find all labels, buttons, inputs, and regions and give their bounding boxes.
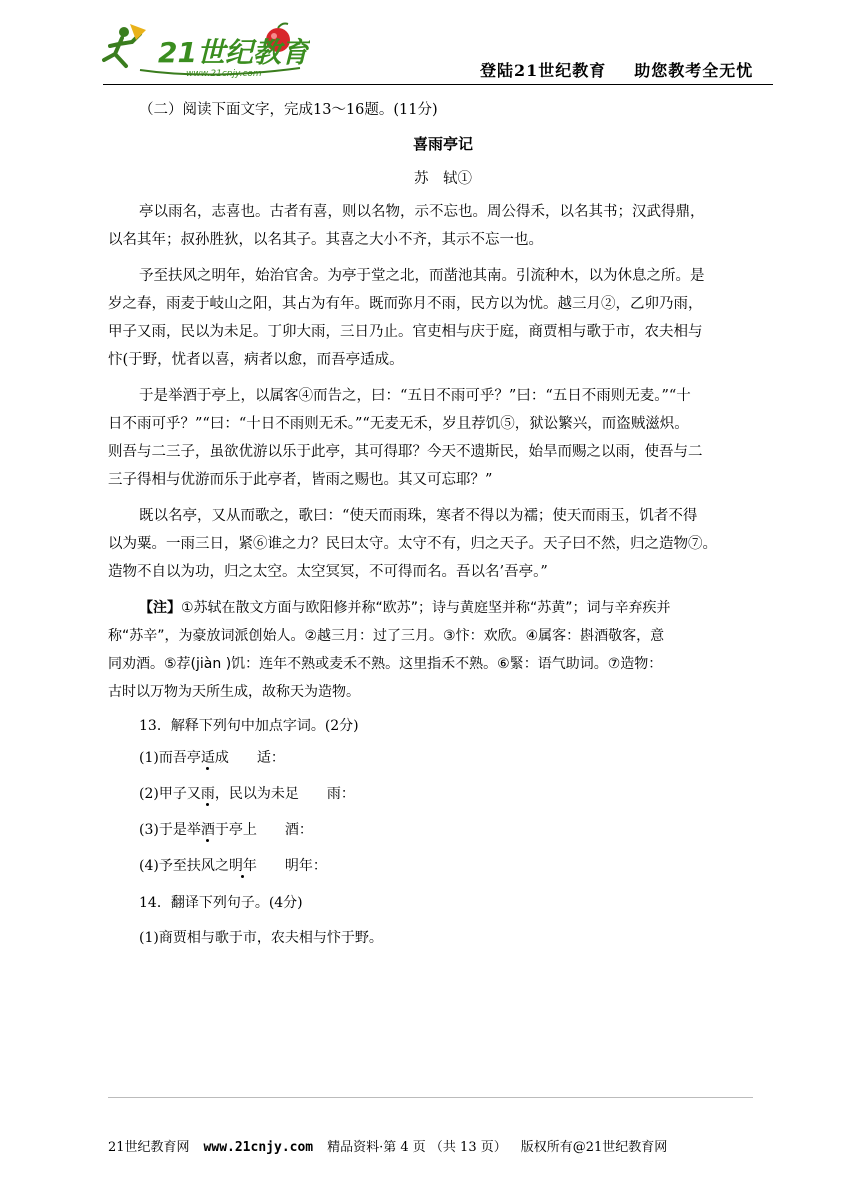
footer-site: 21世纪教育网 <box>108 1140 190 1155</box>
article-author: 苏 轼① <box>414 171 472 187</box>
note-line: 称“苏辛”，为豪放词派创始人。②越三月：过了三月。③忭：欢欣。④属客：斟酒敬客，意 <box>108 628 665 644</box>
text-line: 亭以雨名，志喜也。古者有喜，则以名物，示不忘也。周公得禾，以名其书；汉武得鼎， <box>139 204 705 220</box>
question-14 <box>108 884 778 958</box>
dotted-word: 适 <box>200 750 215 766</box>
text-line: 日不雨可乎？”“曰：“十日不雨则无禾。”“无麦无禾，岁且荐饥⑤，狱讼繁兴，而盗贼滋炽。 <box>108 416 689 432</box>
text-line: 既以名亭，又从而歌之，歌曰：“使天而雨珠，寒者不得以为襦；使天而雨玉，饥者不得 <box>139 508 698 524</box>
text-line: 岁之春，雨麦于岐山之阳，其占为有年。既而弥月不雨，民方以为忧。越三月②，乙卯乃雨， <box>108 296 703 312</box>
text-line: 甲子又雨，民以为未足。丁卯大雨，三日乃止。官吏相与庆于庭，商贾相与歌于市，农夫相与 <box>108 324 703 340</box>
note-line: ①苏轼在散文方面与欧阳修并称“欧苏”；诗与黄庭坚并称“苏黄”；词与辛弃疾并 <box>181 600 671 616</box>
footer-divider <box>108 1097 753 1098</box>
header-slogan-2: 助您教考全无忧 <box>634 61 754 80</box>
site-logo <box>100 20 310 82</box>
note-line: 同劝酒。⑤荐(jiàn )饥：连年不熟或麦禾不熟。这里指禾不熟。⑥緊：语气助词。⑦造物： <box>108 656 663 672</box>
text-line: 以为粟。一雨三日，紧⑥谁之力？民曰太守。太守不有，归之天子。天子曰不然，归之造物⑦。 <box>108 536 717 552</box>
logo-url: www.21cnjy.com <box>186 69 262 79</box>
text-line: 三子得相与优游而乐于此亭者，皆雨之赐也。其又可忘耶？” <box>108 472 493 488</box>
page-footer <box>108 1136 667 1155</box>
document-body <box>108 96 778 958</box>
question-heading: 13．解释下列句中加点字词。(2分) <box>139 718 359 734</box>
article-paragraph-2 <box>108 262 778 374</box>
question-heading: 14．翻译下列句子。(4分) <box>139 895 303 911</box>
footer-url[interactable]: www.21cnjy.com <box>203 1140 314 1155</box>
text-line: 造物不自以为功，归之太空。太空冥冥，不可得而名。吾以名’吾亭。” <box>108 564 548 580</box>
question-item: (1)而吾亭适成 适： <box>139 750 285 766</box>
article-paragraph-1 <box>108 198 778 254</box>
footer-page-info: 精品资料·第 4 页 （共 13 页） <box>327 1140 507 1155</box>
article-paragraph-3 <box>108 382 778 494</box>
answer-label: 酒： <box>284 822 313 838</box>
header-divider <box>103 84 773 85</box>
question-item: (2)甲子又雨，民以为未足 雨： <box>139 786 355 802</box>
article-title: 喜雨亭记 <box>412 135 473 153</box>
notes-label: 【注】 <box>139 600 181 616</box>
dotted-word: 雨 <box>200 786 215 802</box>
logo-text: 21世纪教育 <box>158 36 309 69</box>
question-item: (4)予至扶风之明年 明年： <box>139 858 327 874</box>
text-line: 于是举酒于亭上，以属客④而告之，曰：“五日不雨可乎？”曰：“五日不雨则无麦。”“十 <box>139 388 691 404</box>
dotted-word: 明年 <box>228 858 257 874</box>
question-item: (3)于是举酒于亭上 酒： <box>139 822 313 838</box>
question-item: (1)商贾相与歌于市，农夫相与忭于野。 <box>139 930 383 946</box>
answer-label: 明年： <box>284 858 327 874</box>
notes-block <box>108 594 778 706</box>
question-13 <box>108 712 778 884</box>
answer-label: 适： <box>256 750 285 766</box>
text-line: 予至扶风之明年，始治官舍。为亭于堂之北，而凿池其南。引流种木，以为休息之所。是 <box>139 268 705 284</box>
article-paragraph-4 <box>108 502 778 586</box>
section-heading: （二）阅读下面文字，完成13～16题。(11分) <box>139 102 438 118</box>
text-line: 忭(于野，忧者以喜，病者以愈，而吾亭适成。 <box>108 352 404 368</box>
text-line: 则吾与二三子，虽欲优游以乐于此亭，其可得耶？今天不遗斯民，始旱而赐之以雨，使吾与二 <box>108 444 703 460</box>
text-line: 以名其年；叔孙胜狄，以名其子。其喜之大小不齐，其示不忘一也。 <box>108 232 543 248</box>
answer-label: 雨： <box>326 786 355 802</box>
note-line: 古时以万物为天所生成，故称天为造物。 <box>108 684 360 700</box>
footer-copyright: 版权所有@21世纪教育网 <box>520 1140 668 1155</box>
header-slogan <box>480 58 781 81</box>
page-header <box>0 0 860 95</box>
header-slogan-1: 登陆21世纪教育 <box>480 61 607 80</box>
dotted-word: 酒 <box>200 822 215 838</box>
